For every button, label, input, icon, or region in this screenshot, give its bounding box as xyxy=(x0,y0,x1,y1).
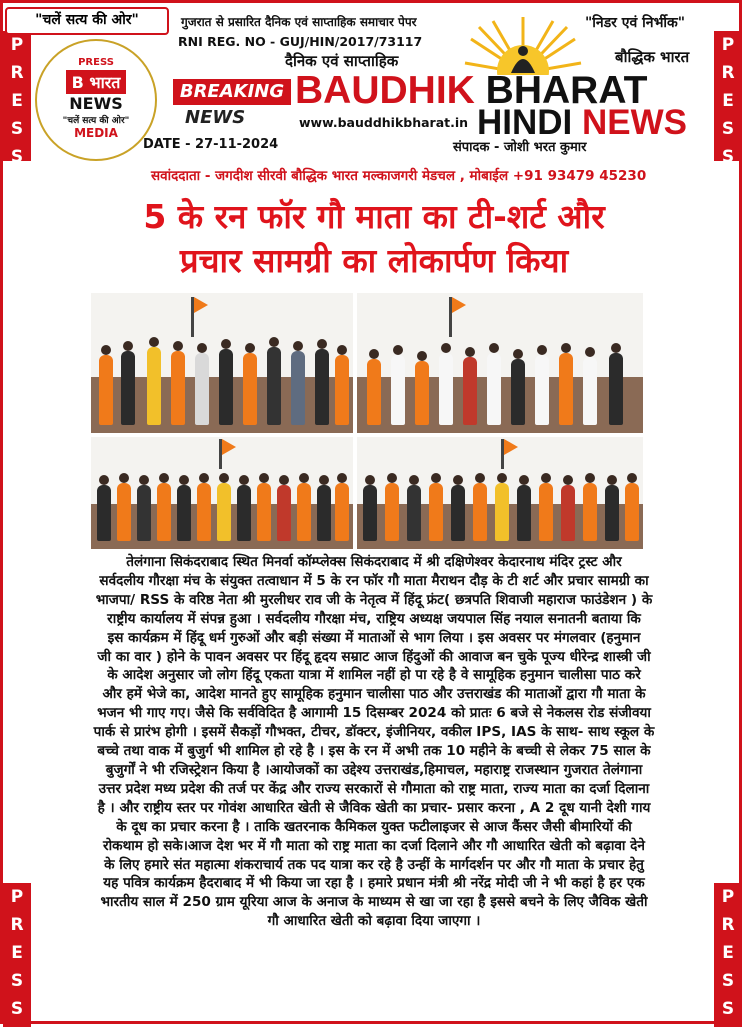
brand-news: NEWS xyxy=(582,103,687,142)
press-letter: R xyxy=(721,915,735,935)
issue-date: DATE - 27-11-2024 xyxy=(143,137,279,152)
article-line: इस कार्यक्रम में हिंदू धर्म गुरुओं और बड़ी संख्या में माताओं से भाग लिया । इस अवसर पर मंगलवार (हनुमान xyxy=(107,629,641,646)
article-line: भारतीय साल में 250 ग्राम यूरिया आज के अनाज के माध्यम से खा जा रहा है इससे बचने के लिए जैविक खेती xyxy=(100,894,648,911)
press-letter: S xyxy=(721,999,735,1019)
logo-bharat-text: B भारत xyxy=(66,70,127,94)
press-letter: P xyxy=(721,35,735,55)
press-letter: P xyxy=(721,887,735,907)
article-line: भजन भी गाए गए। जैसे कि सर्वविदित है आगामी 15 दिसम्बर 2024 को प्रातः 6 बजे से नेकलस रोड संजीवया xyxy=(97,705,651,722)
article-headline xyxy=(33,195,715,283)
logo-press-text: PRESS xyxy=(78,57,114,68)
brand-hindi: HINDI xyxy=(477,103,582,142)
rni-number: RNI REG. NO - GUJ/HIN/2017/73117 xyxy=(178,34,423,49)
article-line: के लिए हमारे संत महात्मा शंकराचार्य तक पद यात्रा कर रहे है उन्हीं के मार्गदर्शन पर और गौ माता के प्रचार हेतु xyxy=(104,856,644,873)
dainik-label: दैनिक एवं साप्ताहिक xyxy=(285,52,399,70)
logo-slogan-text: "चलें सत्य की ओर" xyxy=(62,116,130,126)
article-line: तेलंगाना सिकंदराबाद स्थित मिनर्वा कॉम्प्लेक्स सिकंदराबाद में श्री दक्षिणेश्वर केदारनाथ मंदिर ट्रस्ट और xyxy=(126,554,622,570)
press-column-right-bottom xyxy=(714,883,742,1027)
event-photo-4 xyxy=(357,437,643,549)
article-line: भाजपा/ RSS के वरिष्ठ नेता श्री मुरलीधर राव जी के नेतृत्व में हिंदू फ्रंट( छत्रपति शिवाजी महाराज फाउंडेशन ) के xyxy=(95,591,653,608)
press-column-left-bottom xyxy=(3,883,31,1027)
logo-news-text: NEWS xyxy=(69,94,123,113)
press-letter: S xyxy=(721,147,735,167)
headline-line-2: प्रचार सामग्री का लोकार्पण किया xyxy=(179,241,569,280)
slogan-box: "चलें सत्य की ओर" xyxy=(5,7,169,35)
press-column-left-top xyxy=(3,31,31,167)
editor-name: संपादक - जोशी भरत कुमार xyxy=(453,140,587,155)
article-line: रोकथाम हो सके।आज देश भर में गौ माता को राष्ट्र माता का दर्जा दिलाने और गौ आधारित खेती को बढ़ावा देने xyxy=(103,837,645,854)
logo-media-text: MEDIA xyxy=(74,126,118,140)
article-line: पार्क से प्रारंभ होगी । इसमें सैकड़ों गौभक्त, टीचर, डॉक्टर, इंजीनियर, वकील IPS, IAS के साथ- साथ स्कूल के xyxy=(93,724,655,741)
article-line: के आदेश अनुसार जो लोग हिंदू एकता यात्रा में शामिल नहीं हो पा रहे है वे सामूहिक हनुमान चालीसा पाठ करे xyxy=(107,667,641,684)
press-letter: P xyxy=(10,35,24,55)
website-link[interactable]: www.bauddhikbharat.in xyxy=(299,115,469,130)
press-letter: E xyxy=(722,91,734,111)
article-line: बुजुर्गों ने भी रजिस्ट्रेशन किया है ।आयोजकों का उद्देश्य उत्तराखंड,हिमाचल, महाराष्ट्र राजस्थान गुजरात तेलंगाना xyxy=(105,761,643,778)
press-column-right-top xyxy=(714,31,742,167)
press-letter: S xyxy=(10,119,24,139)
bauddhik-label: बौद्धिक भारत xyxy=(615,48,690,66)
reporter-line: सवांददाता - जगदीश सीरवी बौद्धिक भारत मल्काजगरी मेडचल , मोबाईल +91 93479 45230 xyxy=(151,168,647,184)
press-letter: E xyxy=(11,943,23,963)
article-line: यह पवित्र कार्यक्रम हैदराबाद में भी किया जा रहा है । हमारे प्रधान मंत्री श्री नरेंद्र मोदी जी ने भी कहां है हर एक xyxy=(103,875,645,892)
sun-buddha-emblem xyxy=(463,15,583,75)
article-line: है । और राष्ट्रीय स्तर पर गोवंश आधारित खेती से जैविक खेती का प्रचार- प्रसार करना , A 2 दूध यानी देशी गाय xyxy=(97,799,651,816)
press-letter: S xyxy=(721,971,735,991)
brand-title-part1: BAUDHIK xyxy=(295,69,486,112)
article-line: उत्तर प्रदेश मध्य प्रदेश की तर्ज पर केंद्र और राज्य सरकारों से गौमाता को राष्ट्र माता, राज्य माता का दर्जा दिलाना xyxy=(98,780,650,797)
news-tag: NEWS xyxy=(185,107,246,128)
article-line: और हमें भेजे का, आदेश मानते हुए सामूहिक हनुमान चालीसा पाठ और उत्तराखंड की माताओं द्वारा गौ माता के xyxy=(102,686,646,703)
gujarat-line: गुजरात से प्रसारित दैनिक एवं साप्ताहिक समाचार पेपर xyxy=(181,15,417,29)
press-letter: S xyxy=(721,119,735,139)
event-photo-3 xyxy=(91,437,353,549)
headline-line-1: 5 के रन फॉर गौ माता का टी-शर्ट और xyxy=(143,197,605,236)
press-letter: S xyxy=(10,971,24,991)
article-line: बच्चे तथा वाक में बुजुर्ग भी शामिल हो रहे है । इस के रन में अभी तक 10 महीने के बच्ची से लेकर 75 साल के xyxy=(97,743,651,760)
brand-title-part2: BHARAT xyxy=(485,69,648,112)
press-letter: S xyxy=(10,147,24,167)
press-letter: P xyxy=(10,887,24,907)
event-photo-2 xyxy=(357,293,643,433)
article-line: गौ आधारित खेती को बढ़ावा दिया जाएगा । xyxy=(267,913,481,930)
article-line: जी का वार ) होने के पावन अवसर पर हिंदू हृदय सम्राट आज हिंदुओं की आवाज बन चुके पूज्य धीरेन्द्र शास्त्री जी xyxy=(97,648,651,665)
article-line: के दूध का प्रचार करना है । ताकि खतरनाक कैमिकल युक्त फटीलाइजर से आज कैंसर जैसी बीमारियों की xyxy=(116,818,632,835)
press-letter: S xyxy=(10,999,24,1019)
article-body xyxy=(43,553,705,931)
press-letter: R xyxy=(721,63,735,83)
press-letter: R xyxy=(10,915,24,935)
press-letter: E xyxy=(722,943,734,963)
press-letter: E xyxy=(11,91,23,111)
breaking-badge: BREAKING xyxy=(173,79,291,105)
nidar-slogan: "निडर एवं निर्भीक" xyxy=(585,15,686,31)
article-line: राष्ट्रीय कार्यालय में संपन्न हुआ । सर्वदलीय गौरक्षा मंच, राष्ट्रिय अध्यक्ष जयपाल सिंह नयाल सनातनी बताया कि xyxy=(107,610,641,627)
press-letter: R xyxy=(10,63,24,83)
press-logo xyxy=(35,39,157,161)
event-photo-1 xyxy=(91,293,353,433)
article-line: सर्वदलीय गौरक्षा मंच के संयुक्त तत्वाधान में 5 के रन फॉर गौ माता मैराथन दौड़ के टी शर्ट और प्रचार सामग्री का xyxy=(99,572,649,589)
